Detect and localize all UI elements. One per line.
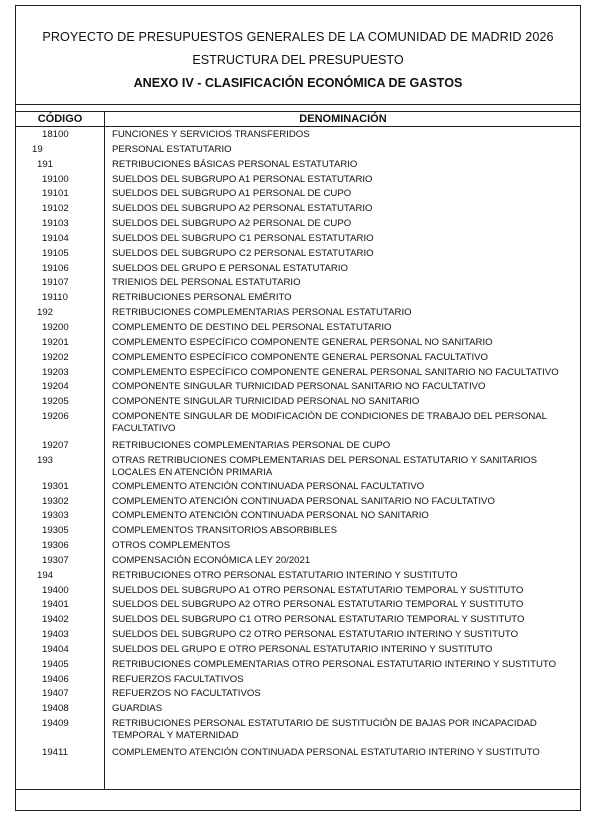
table-row bbox=[16, 321, 582, 334]
row-code: 19409 bbox=[42, 718, 69, 729]
table-row bbox=[16, 158, 582, 171]
column-header-divider bbox=[16, 126, 580, 127]
annex-title: ANEXO IV - CLASIFICACIÓN ECONÓMICA DE GASTOS bbox=[133, 76, 463, 90]
table-row bbox=[16, 306, 582, 319]
row-denomination: RETRIBUCIONES PERSONAL ESTATUTARIO DE SUSTITUCIÓN DE BAJAS POR INCAPACIDAD TEMPORAL Y MATERNIDAD bbox=[112, 718, 537, 741]
row-code: 194 bbox=[37, 570, 54, 581]
table-row bbox=[16, 509, 582, 522]
row-code: 19402 bbox=[42, 614, 69, 625]
table-row bbox=[16, 276, 582, 289]
header-divider bbox=[16, 104, 580, 105]
row-code: 19405 bbox=[42, 659, 69, 670]
table-row bbox=[16, 480, 582, 493]
row-denomination: SUELDOS DEL SUBGRUPO C2 PERSONAL ESTATUTARIO bbox=[112, 248, 374, 259]
row-code: 19400 bbox=[42, 585, 69, 596]
row-denomination: SUELDOS DEL SUBGRUPO A1 PERSONAL DE CUPO bbox=[112, 188, 352, 199]
row-code: 19404 bbox=[42, 644, 69, 655]
row-denomination: SUELDOS DEL SUBGRUPO C1 PERSONAL ESTATUTARIO bbox=[112, 233, 374, 244]
row-denomination: COMPLEMENTO ATENCIÓN CONTINUADA PERSONAL FACULTATIVO bbox=[112, 481, 425, 492]
page-frame bbox=[15, 5, 581, 811]
table-row bbox=[16, 366, 582, 379]
table-row bbox=[16, 524, 582, 537]
table-row bbox=[16, 336, 582, 349]
table-row bbox=[16, 569, 582, 582]
table-row bbox=[16, 717, 582, 742]
row-denomination: REFUERZOS NO FACULTATIVOS bbox=[112, 688, 261, 699]
row-code: 19305 bbox=[42, 525, 69, 536]
table-row bbox=[16, 598, 582, 611]
row-code: 19100 bbox=[42, 174, 69, 185]
row-code: 19403 bbox=[42, 629, 69, 640]
table-row bbox=[16, 673, 582, 686]
row-denomination: RETRIBUCIONES OTRO PERSONAL ESTATUTARIO INTERINO Y SUSTITUTO bbox=[112, 570, 458, 581]
row-code: 191 bbox=[37, 159, 54, 170]
table-row bbox=[16, 746, 582, 759]
table-row bbox=[16, 173, 582, 186]
table-row bbox=[16, 380, 582, 393]
row-code: 19203 bbox=[42, 367, 69, 378]
row-code: 19105 bbox=[42, 248, 69, 259]
row-denomination: OTRAS RETRIBUCIONES COMPLEMENTARIAS DEL PERSONAL ESTATUTARIO Y SANITARIOS LOCALES EN ATENCIÓN PRIMARIA bbox=[112, 455, 538, 478]
table-row bbox=[16, 217, 582, 230]
table-row bbox=[16, 539, 582, 552]
row-denomination: COMPLEMENTO ESPECÍFICO COMPONENTE GENERAL PERSONAL NO SANITARIO bbox=[112, 337, 493, 348]
row-denomination: SUELDOS DEL SUBGRUPO A1 PERSONAL ESTATUTARIO bbox=[112, 174, 373, 185]
row-code: 18100 bbox=[42, 129, 69, 140]
table-row bbox=[16, 702, 582, 715]
table-row bbox=[16, 628, 582, 641]
row-code: 19110 bbox=[42, 292, 68, 303]
row-denomination: RETRIBUCIONES COMPLEMENTARIAS OTRO PERSONAL ESTATUTARIO INTERINO Y SUSTITUTO bbox=[112, 659, 557, 670]
row-denomination: SUELDOS DEL GRUPO E OTRO PERSONAL ESTATUTARIO INTERINO Y SUSTITUTO bbox=[112, 644, 493, 655]
row-denomination: COMPONENTE SINGULAR TURNICIDAD PERSONAL SANITARIO NO FACULTATIVO bbox=[112, 381, 486, 392]
table-row bbox=[16, 247, 582, 260]
row-denomination: SUELDOS DEL SUBGRUPO A1 OTRO PERSONAL ESTATUTARIO TEMPORAL Y SUSTITUTO bbox=[112, 585, 524, 596]
table-row bbox=[16, 232, 582, 245]
row-code: 19104 bbox=[42, 233, 69, 244]
row-denomination: COMPLEMENTO ATENCIÓN CONTINUADA PERSONAL NO SANITARIO bbox=[112, 510, 429, 521]
row-denomination: SUELDOS DEL GRUPO E PERSONAL ESTATUTARIO bbox=[112, 263, 348, 274]
row-denomination: SUELDOS DEL SUBGRUPO A2 PERSONAL DE CUPO bbox=[112, 218, 352, 229]
row-denomination: COMPLEMENTO ATENCIÓN CONTINUADA PERSONAL SANITARIO NO FACULTATIVO bbox=[112, 496, 495, 507]
table-row bbox=[16, 351, 582, 364]
row-denomination: COMPLEMENTO ESPECÍFICO COMPONENTE GENERAL PERSONAL FACULTATIVO bbox=[112, 352, 488, 363]
row-denomination: RETRIBUCIONES COMPLEMENTARIAS PERSONAL ESTATUTARIO bbox=[112, 307, 412, 318]
row-denomination: RETRIBUCIONES COMPLEMENTARIAS PERSONAL DE CUPO bbox=[112, 440, 391, 451]
row-code: 19101 bbox=[42, 188, 69, 199]
row-denomination: SUELDOS DEL SUBGRUPO C2 OTRO PERSONAL ESTATUTARIO INTERINO Y SUSTITUTO bbox=[112, 629, 519, 640]
table-row bbox=[16, 613, 582, 626]
table-row bbox=[16, 584, 582, 597]
row-code: 19207 bbox=[42, 440, 69, 451]
column-header-denomination: DENOMINACIÓN bbox=[299, 113, 387, 125]
document-title: PROYECTO DE PRESUPUESTOS GENERALES DE LA COMUNIDAD DE MADRID 2026 bbox=[42, 30, 554, 44]
row-code: 19407 bbox=[42, 688, 69, 699]
row-code: 19205 bbox=[42, 396, 69, 407]
table-row bbox=[16, 187, 582, 200]
row-denomination: COMPLEMENTO DE DESTINO DEL PERSONAL ESTATUTARIO bbox=[112, 322, 392, 333]
row-code: 19106 bbox=[42, 263, 69, 274]
row-denomination: COMPLEMENTOS TRANSITORIOS ABSORBIBLES bbox=[112, 525, 337, 536]
table-row bbox=[16, 554, 582, 567]
table-row bbox=[16, 495, 582, 508]
table-row bbox=[16, 128, 582, 141]
row-code: 19107 bbox=[42, 277, 69, 288]
row-code: 193 bbox=[37, 455, 54, 466]
table-bottom-border bbox=[16, 789, 580, 790]
row-code: 19307 bbox=[42, 555, 69, 566]
table-row bbox=[16, 395, 582, 408]
row-code: 19303 bbox=[42, 510, 69, 521]
row-code: 19302 bbox=[42, 496, 69, 507]
row-code: 192 bbox=[37, 307, 54, 318]
row-code: 19401 bbox=[42, 599, 69, 610]
table-row bbox=[16, 454, 582, 479]
row-denomination: COMPLEMENTO ESPECÍFICO COMPONENTE GENERAL PERSONAL SANITARIO NO FACULTATIVO bbox=[112, 367, 559, 378]
table-row bbox=[16, 202, 582, 215]
row-denomination: RETRIBUCIONES PERSONAL EMÉRITO bbox=[112, 292, 292, 303]
row-denomination: TRIENIOS DEL PERSONAL ESTATUTARIO bbox=[112, 277, 301, 288]
table-row bbox=[16, 410, 582, 435]
row-code: 19201 bbox=[42, 337, 69, 348]
row-denomination: SUELDOS DEL SUBGRUPO C1 OTRO PERSONAL ESTATUTARIO TEMPORAL Y SUSTITUTO bbox=[112, 614, 525, 625]
row-code: 19406 bbox=[42, 674, 69, 685]
row-code: 19411 bbox=[42, 747, 68, 758]
row-code: 19306 bbox=[42, 540, 69, 551]
row-denomination: REFUERZOS FACULTATIVOS bbox=[112, 674, 244, 685]
table-row bbox=[16, 291, 582, 304]
row-denomination: SUELDOS DEL SUBGRUPO A2 PERSONAL ESTATUTARIO bbox=[112, 203, 373, 214]
row-denomination: OTROS COMPLEMENTOS bbox=[112, 540, 231, 551]
row-denomination: FUNCIONES Y SERVICIOS TRANSFERIDOS bbox=[112, 129, 310, 140]
row-code: 19202 bbox=[42, 352, 69, 363]
table-row bbox=[16, 439, 582, 452]
row-code: 19301 bbox=[42, 481, 69, 492]
row-denomination: COMPONENTE SINGULAR DE MODIFICACIÓN DE CONDICIONES DE TRABAJO DEL PERSONAL FACULTATIVO bbox=[112, 411, 547, 434]
table-row bbox=[16, 643, 582, 656]
row-code: 19200 bbox=[42, 322, 69, 333]
column-header-code: CÓDIGO bbox=[37, 113, 83, 125]
document-subtitle: ESTRUCTURA DEL PRESUPUESTO bbox=[192, 53, 404, 67]
row-code: 19408 bbox=[42, 703, 69, 714]
row-denomination: PERSONAL ESTATUTARIO bbox=[112, 144, 232, 155]
row-denomination: GUARDIAS bbox=[112, 703, 163, 714]
table-row bbox=[16, 658, 582, 671]
row-denomination: COMPENSACIÓN ECONÓMICA LEY 20/2021 bbox=[112, 555, 311, 566]
row-code: 19103 bbox=[42, 218, 69, 229]
table-row bbox=[16, 143, 582, 156]
row-code: 19 bbox=[32, 144, 43, 155]
row-code: 19204 bbox=[42, 381, 69, 392]
row-denomination: SUELDOS DEL SUBGRUPO A2 OTRO PERSONAL ESTATUTARIO TEMPORAL Y SUSTITUTO bbox=[112, 599, 524, 610]
table-row bbox=[16, 262, 582, 275]
row-denomination: RETRIBUCIONES BÁSICAS PERSONAL ESTATUTARIO bbox=[112, 159, 358, 170]
row-denomination: COMPONENTE SINGULAR TURNICIDAD PERSONAL NO SANITARIO bbox=[112, 396, 420, 407]
row-code: 19102 bbox=[42, 203, 69, 214]
row-code: 19206 bbox=[42, 411, 69, 422]
row-denomination: COMPLEMENTO ATENCIÓN CONTINUADA PERSONAL ESTATUTARIO INTERINO Y SUSTITUTO bbox=[112, 747, 540, 758]
table-row bbox=[16, 687, 582, 700]
